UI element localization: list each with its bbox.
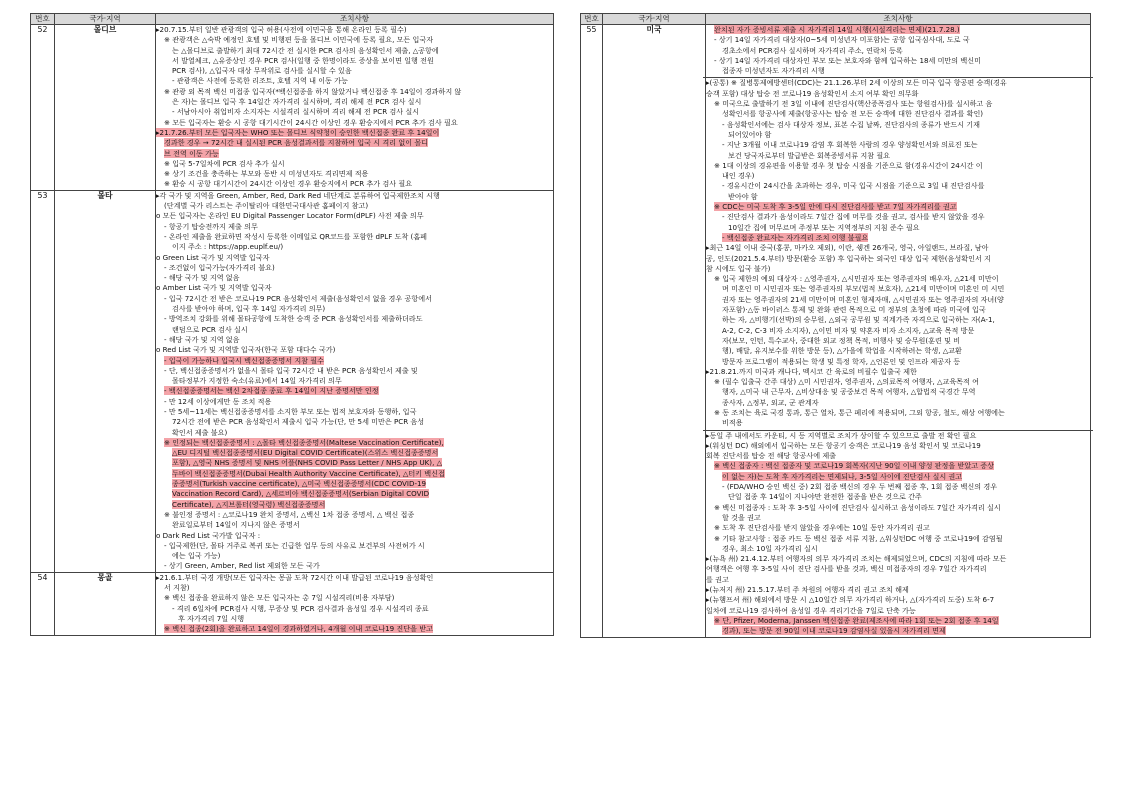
line-text: ▸(뉴저지 州) 21.5.17.부터 주 차원의 여행자 격리 권고 조치 해제: [706, 585, 909, 595]
line-text: 확인서 제출 불요): [172, 427, 228, 437]
header-country: 국가·지역: [55, 14, 156, 25]
header-number: 번호: [31, 14, 55, 25]
measure-line: [706, 326, 1090, 336]
highlighted-text: ※ 백신 접종자 : 백신 접종자 및 코로나19 회복자(지난 90일 이내 양성 판정을 받았고 증상: [714, 461, 995, 471]
line-text: - 방역조치 강화를 위해 몰타공항에 도착한 승객 중 PCR 음성확인서를 제출하더라도: [164, 314, 423, 324]
measure-line: [706, 243, 1090, 253]
measure-line: [156, 561, 553, 571]
measure-line: [706, 274, 1090, 284]
measure-line: [706, 171, 1090, 181]
measure-line: [706, 523, 1090, 533]
line-text: - 온라인 제출을 완료하면 작성시 등록한 이메일로 QR코드를 포함한 dPLF 도착 (홈페: [164, 231, 428, 241]
line-text: 승객 포함) 대상 탑승 전 코로나19 음성확인서 소지 여부 확인 의무화: [706, 88, 919, 98]
line-text: ※ 1대 이상의 경유편을 이용할 경우 첫 탑승 시점을 기준으로 함(경유시간이 24시간 이: [714, 160, 983, 170]
measure-line: [706, 367, 1090, 377]
line-text: - 항공기 탑승전까지 제출 의무: [164, 221, 258, 231]
line-text: - 만 12세 이상에게만 동 조치 적용: [164, 396, 272, 406]
measure-line: [706, 534, 1090, 544]
line-text: ※ 불인정 증명서 : △코로나19 완치 증명서, △백신 1차 접종 증명서, △ 백신 접종: [164, 509, 415, 519]
measure-line: [706, 140, 1090, 150]
line-text: ※ 기타 참고사항 : 접종 카드 등 백신 접종 서류 지참, △워싱턴DC 여행 중 코로나19에 감염될: [714, 533, 1003, 543]
right-measures-table: [580, 13, 1091, 638]
measure-line: [706, 295, 1090, 305]
measure-line: [706, 451, 1090, 461]
measure-line: [156, 76, 553, 86]
line-text: ※ 환승 시 공항 대기시간이 24시간 이상인 경우 환승지에서 PCR 추가 검사 필요: [164, 179, 413, 189]
measure-line: [156, 438, 553, 448]
line-text: 내인 경우): [722, 171, 755, 181]
header-country: 국가·지역: [603, 14, 706, 25]
measure-line: [156, 66, 553, 76]
line-text: 하는 자, △비행기(선박)의 승무원, △외국 공무원 및 직계가족 자격으로 입국하는 자(A-1,: [722, 315, 995, 325]
measure-line: [706, 212, 1090, 222]
line-text: 자포함)·△동 바이러스 통제 및 완화 관련 목적으로 미 정부의 초청에 따라 미국에 입국: [722, 305, 986, 315]
measure-line: [156, 191, 553, 201]
line-text: ※ (필수 입출국 간주 대상) △미 시민권자, 영주권자, △의료목적 여행자, △교육목적 여: [714, 377, 979, 387]
highlighted-text: 이 없는 자)는 도착 후 자가격리는 면제되나, 3-5일 사이에 진단검사 실시 권고: [722, 471, 963, 481]
measure-line: [156, 520, 553, 530]
measure-line: [156, 345, 553, 355]
line-text: ※ 백신 접종을 완료하지 않은 모든 입국자는 총 7일 시설격리(비용 자부담): [164, 593, 395, 603]
line-text: ▸(뉴욕 州) 21.4.12.부터 여행자의 의무 자가격리 조치는 해제되었으며, CDC의 지침에 따라 모든: [706, 554, 1007, 564]
measure-line: [706, 233, 1090, 243]
row-number: 54: [31, 572, 55, 635]
line-text: ※ 관광 외 목적 백신 미접종 입국자(*백신접종을 하지 않았거나 백신접종 후 14일이 경과하지 않: [164, 86, 462, 96]
measure-line: [706, 492, 1090, 502]
country-name: 몽골: [55, 572, 156, 635]
line-text: 은 자)는 몰디브 입국 후 14일간 자가격리 실시하며, 격리 해제 전 PCR 검사 실시: [172, 97, 422, 107]
measure-line: [706, 575, 1090, 585]
line-text: 여행객은 여행 후 3-5일 사이 진단 검사를 받을 것과, 백신 미접종자의 경우 7일간 자가격리: [706, 564, 987, 574]
measure-line: [156, 179, 553, 189]
line-text: 몰타정부가 지정한 숙소(유료)에서 14일 자가격리 의무: [172, 376, 342, 386]
measure-line: [156, 624, 553, 634]
line-text: ▸21.8.21.까지 미국과 캐나다, 멕시코 간 육로의 비필수 입출국 제한: [706, 366, 917, 376]
line-text: - 입국 72시간 전 받은 코로나19 PCR 음성확인서 제출(음성확인서 없을 경우 공항에서: [164, 293, 432, 303]
measure-line: [156, 614, 553, 624]
measure-line: [706, 346, 1090, 356]
line-text: - 진단검사 결과가 음성이라도 7일간 집에 머무를 것을 권고, 검사를 받지 않았을 경우: [722, 212, 985, 222]
measure-line: [156, 107, 553, 117]
measure-line: [706, 595, 1090, 605]
measure-line: [706, 315, 1090, 325]
measure-line: [156, 314, 553, 324]
measure-line: [706, 192, 1090, 202]
measure-line: [706, 387, 1090, 397]
measure-line: [706, 151, 1090, 161]
line-text: ▸(공통) ※ 질병통제예방센터(CDC)는 21.1.26.부터 2세 이상의 모든 미국 입국 항공편 승객(경유: [706, 78, 1007, 88]
line-text: A-2, C-2, C-3 비자 소지자), △이민 비자 및 약혼자 비자 소지자, △교육 목적 방문: [722, 325, 975, 335]
line-text: - 조건없이 입국가능(자가격리 불요): [164, 262, 275, 272]
measure-line: [156, 201, 553, 211]
header-number: 번호: [581, 14, 603, 25]
line-text: 참 시에도 입국 불가): [706, 263, 771, 273]
measure-line: [706, 585, 1090, 595]
measure-line: [706, 305, 1090, 315]
measure-line: [156, 128, 553, 138]
measure-line: [706, 513, 1090, 523]
line-text: 단일 접종 후 14일이 지나야만 완전한 접종을 받은 것으로 간주: [728, 492, 922, 502]
measure-line: [706, 606, 1090, 616]
line-text: - 상기 14일 자가격리 대상자(0~5세 미성년자 미포함)는 공항 입국심사대, 도로 국: [714, 35, 970, 45]
measure-line: [706, 223, 1090, 233]
measure-line: [156, 149, 553, 159]
measure-line: [156, 211, 553, 221]
left-measures-table: [30, 13, 554, 636]
header-measures: 조치사항: [156, 14, 554, 25]
measure-line: [706, 482, 1090, 492]
measure-line: [706, 408, 1090, 418]
measures-cell: [156, 572, 554, 635]
line-text: - 단, 백신접종증명서가 없을시 몰타 입국 72시간 내 받은 PCR 음성확인서 제출 및: [164, 365, 418, 375]
measure-line: [156, 242, 553, 252]
line-text: 접종자 미성년자도 자가격리 시행: [722, 66, 825, 76]
line-text: 후 자가격리 7일 시행: [178, 613, 245, 623]
line-text: 행), 배달, 유지보수를 위한 방문 등), △가을에 학업을 시작하려는 학생, △교환: [722, 346, 962, 356]
line-text: (단계별 국가 리스트는 주이탈리아 대한민국대사관 홈페이지 참고): [164, 201, 369, 211]
country-name: 미국: [603, 25, 706, 638]
line-text: 일차에 코로나19 검사하여 음성일 경우 격리기간을 7일로 단축 가능: [706, 605, 916, 615]
line-text: ※ 입국 5-7일차에 PCR 검사 추가 실시: [164, 158, 285, 168]
line-text: ※ 상기 조건을 충족하는 부모와 동반 시 미성년자도 격리면제 적용: [164, 169, 369, 179]
highlighted-text: 포함), △영국 NHS 증명서 및 NHS 어플(NHS COVID Pass Letter / NHS App UK), △: [172, 458, 443, 468]
measure-line: [156, 376, 553, 386]
highlighted-text: 완치된 자가 증빙서류 제출 시 자가격리 14일 시행(시설격리는 면제)(21.7.28.): [714, 25, 960, 34]
highlighted-text: - 백신접종증명서는 백신 2차접종 종료 후 14일이 지난 증명서만 인정: [164, 386, 379, 396]
line-text: - 상기 14일 자가격리 대상자인 부모 또는 보호자와 함께 입국하는 18세 미만의 백신미: [714, 55, 981, 65]
measure-line: [706, 120, 1090, 130]
measure-line: [706, 616, 1090, 626]
measure-line: [156, 593, 553, 603]
measure-line: [156, 510, 553, 520]
line-text: 행자, △미국 내 근무자, △비상대응 및 공중보건 목적 여행자, △합법적 국경간 무역: [722, 387, 976, 397]
line-text: 서 지참): [164, 583, 190, 593]
highlighted-text: ※ 인정되는 백신접종증명서 : △몰타 백신접종증명서(Maltese Vaccination Certificate),: [164, 437, 444, 447]
measure-line: [706, 564, 1090, 574]
measure-line: [706, 78, 1090, 88]
line-text: ※ 입국 제한의 예외 대상자 : △영주권자, △시민권자 또는 영주권자의 배우자, △21세 미만이: [714, 274, 999, 284]
country-row: [581, 25, 1091, 638]
measure-line: [156, 448, 553, 458]
measure-line: [156, 294, 553, 304]
line-text: - 격리 6일차에 PCR검사 시행, 무증상 및 PCR 검사결과 음성일 경우 시설격리 종료: [172, 603, 429, 613]
highlighted-text: 브 전역 이동 가능: [164, 148, 219, 158]
highlighted-text: ※ CDC는 미국 도착 후 3-5일 안에 다시 진단검사를 받고 7일 자가격리를 권고: [714, 202, 957, 212]
measure-line: [156, 489, 553, 499]
line-text: - 경유시간이 24시간을 초과하는 경우, 미국 입국 시점을 기준으로 3일 내 진단검사를: [722, 181, 985, 191]
highlighted-text: ※ 단, Pfizer, Moderna, Janssen 백신접종 완료(제조사에 따라 1회 또는 2회 접종 후 14일: [714, 615, 999, 625]
line-text: - 해당 국가 및 지역 없음: [164, 334, 240, 344]
measure-line: [156, 273, 553, 283]
country-name: 몰타: [55, 190, 156, 572]
line-text: o Dark Red List 국가발 입국자 :: [156, 530, 261, 540]
measure-line: [156, 386, 553, 396]
measure-line: [706, 544, 1090, 554]
measure-line: [156, 118, 553, 128]
line-text: 받아야 함: [728, 191, 758, 201]
highlighted-text: Certificate), △지브롤터(영국령) 백신접종증명서: [172, 499, 326, 509]
right-header-row: [581, 14, 1091, 25]
line-text: 는 △몰디브로 출발하기 최대 72시간 전 실시한 PCR 검사의 음성확인서 제출, △공항에: [172, 45, 439, 55]
measure-line: [156, 138, 553, 148]
line-text: - 입국제한(단, 몰타 거주로 복귀 또는 긴급한 업무 등의 사유로 보건부의 사전허가 시: [164, 540, 425, 550]
line-text: - 서남아시아 취업비자 소지자는 시설격리 실시하며 격리 해제 전 PCR 검사 실시: [172, 107, 420, 117]
measure-line: [156, 304, 553, 314]
measure-line: [706, 181, 1090, 191]
measure-line: [156, 479, 553, 489]
measure-line: [156, 97, 553, 107]
measure-line: [156, 407, 553, 417]
line-text: 할 것을 권고: [722, 512, 761, 522]
measure-line: [706, 503, 1090, 513]
line-text: o Amber List 국가 및 지역발 입국자: [156, 283, 272, 293]
measure-line: [706, 254, 1090, 264]
line-text: 랜덤으로 PCR 검사 실시: [172, 324, 248, 334]
measure-line: [156, 551, 553, 561]
highlighted-text: 두바이 백신접종증명서(Dubai Health Authority Vaccine Certificate), △터키 백신접: [172, 468, 445, 478]
measure-line: [156, 159, 553, 169]
line-text: 검사를 받아야 하며, 입국 후 14일 자가격리 의무): [172, 304, 326, 314]
left-header-row: [31, 14, 554, 25]
line-text: ※ 관광객은 △숙박 예정인 호텔 및 비행편 등을 몰디브 이민국에 등록 필요, 모든 입국자: [164, 35, 434, 45]
line-text: 며 미혼인 미 시민권자 또는 영주권자의 부모(법적 보호자), △21세 미만이며 미혼인 미 시민: [722, 284, 1005, 294]
measure-line: [156, 397, 553, 407]
measure-line: [706, 25, 1090, 35]
line-text: 이지 주소 : https://app.euplf.eu/): [172, 242, 284, 252]
line-text: 72시간 전에 받은 PCR 음성확인서 제출시 입국 가능(단, 만 5세 미만은 PCR 음성: [172, 417, 425, 427]
measure-line: [156, 35, 553, 45]
highlighted-text: Vaccination Record Card), △세르비아 백신접종증명서(Serbian Digital COVID: [172, 489, 430, 499]
line-text: ▸각 국가 및 지역을 Green, Amber, Red, Dark Red 네단계로 분류하여 입국제한조치 시행: [156, 190, 440, 200]
highlighted-text: - 입국이 가능하나 입국시 백신접종증명서 지참 필수: [164, 355, 324, 365]
measure-line: [706, 130, 1090, 140]
measure-line: [156, 469, 553, 479]
line-text: 비적용: [722, 418, 743, 428]
highlighted-text: ▸21.7.26.부터 모든 입국자는 WHO 또는 몰디브 식약청이 승인한 백신접종 완료 후 14일이: [156, 127, 440, 137]
measure-line: [156, 283, 553, 293]
country-row: [31, 572, 554, 635]
line-text: - 음성확인서에는 검사 대상자 정보, 표본 수집 날짜, 진단검사의 종류가 반드시 기재: [722, 119, 981, 129]
measure-line: [706, 66, 1090, 76]
measure-line: [706, 264, 1090, 274]
line-text: o 모든 입국자는 온라인 EU Digital Passenger Locator Form(dPLF) 사전 제출 의무: [156, 211, 424, 221]
line-text: ※ 동 조치는 육로 국경 통과, 통근 열차, 통근 페리에 적용되며, 그외 항공, 철도, 해상 여행에는: [714, 407, 1005, 417]
measure-line: [156, 25, 553, 35]
line-text: - 만 5세~11세는 백신접종증명서를 소지한 부모 또는 법적 보호자와 동행하, 입국: [164, 406, 417, 416]
highlighted-text: 경과), 또는 방문 전 90일 이내 코로나19 감염사실 있을시 자가격리 면제: [722, 626, 946, 636]
line-text: 10일간 집에 머무르며 주정부 또는 지역정부의 지침 준수 필요: [728, 222, 920, 232]
line-text: ※ 미국으로 출발하기 전 3일 이내에 진단검사(핵산증폭검사 또는 항원검사)를 실시하고 음: [714, 99, 993, 109]
measure-line: [156, 169, 553, 179]
measures-cell: [156, 25, 554, 191]
line-text: 경우, 최소 10일 자가격리 실시: [722, 543, 818, 553]
line-text: 되어있어야 함: [728, 129, 772, 139]
country-name: 몰디브: [55, 25, 156, 191]
measure-line: [706, 431, 1090, 441]
measure-line: [156, 500, 553, 510]
measure-line: [706, 56, 1090, 66]
line-text: 자(보모, 인턴, 특수교사, 중대한 외교 정책 목적, 비행사 및 승무원(훈련 및 비: [722, 335, 961, 345]
line-text: ※ 모든 입국자는 환승 시 공항 대기시간이 24시간 이상인 경우 환승지에서 PCR 추가 검사 필요: [164, 117, 458, 127]
line-text: PCR 검사), △입국자 대상 무작위로 검사를 실시할 수 있음: [172, 66, 352, 76]
measure-line: [156, 428, 553, 438]
line-text: 서 발열체크, △유증상인 경우 PCR 검사(일행 중 한명이라도 증상을 보이면 일행 전원: [172, 55, 434, 65]
measure-line: [156, 417, 553, 427]
line-text: ▸최근 14일 이내 중국(홍콩, 마카오 제외), 이란, 쉥겐 26개국, 영국, 아일랜드, 브라질, 남아: [706, 243, 989, 253]
line-text: 권자 또는 영주권자의 21세 미만이며 미혼인 형제자매, △시민권자 또는 영주권자의 자녀(양: [722, 294, 1004, 304]
highlighted-text: 경과한 경우 → 72시간 내 실시된 PCR 음성결과서를 지참하여 입국 시 격리 없이 몰디: [164, 138, 429, 148]
measure-line: [706, 89, 1090, 99]
row-number: 52: [31, 25, 55, 191]
line-text: 종사자, △정부, 외교, 군 관계자: [722, 397, 819, 407]
measure-line: [706, 554, 1090, 564]
measure-line: [706, 99, 1090, 109]
measure-line: [156, 46, 553, 56]
measures-cell: [156, 190, 554, 572]
measure-line: [156, 335, 553, 345]
highlighted-text: 종증명서(Turkish vaccine certificate), △미국 백신접종증명서(CDC COVID-19: [172, 479, 427, 489]
country-row: [31, 25, 554, 191]
measure-line: [156, 583, 553, 593]
measure-line: [156, 366, 553, 376]
measure-line: [156, 232, 553, 242]
line-text: ▸동일 주 내에서도 카운티, 시 등 지역별로 조치가 상이할 수 있으므로 출발 전 확인 필요: [706, 430, 977, 440]
measure-line: [156, 541, 553, 551]
measure-line: [706, 472, 1090, 482]
line-text: 공, 인도(2021.5.4.부터) 방문(환승 포함) 후 입국하는 외국인 대상 입국 제한(음성확인서 지: [706, 253, 991, 263]
measure-line: [156, 222, 553, 232]
measure-line: [706, 46, 1090, 56]
line-text: 를 권고: [706, 574, 729, 584]
measure-line: [706, 202, 1090, 212]
measure-line: [156, 356, 553, 366]
measure-line: [156, 531, 553, 541]
line-text: o Red List 국가 및 지역발 입국자(한국 포함 대다수 국가): [156, 345, 336, 355]
line-text: 완료일로부터 14일이 지나지 않은 증명서: [172, 520, 300, 530]
header-measures: 조치사항: [706, 14, 1091, 25]
measure-line: [706, 626, 1090, 636]
line-text: 경초소에서 PCR검사 실시하며 자가격리 주소, 연락처 등록: [722, 45, 903, 55]
measure-line: [706, 35, 1090, 45]
measure-line: [706, 284, 1090, 294]
measure-line: [156, 325, 553, 335]
highlighted-text: - 백신접종 완료자는 자가격리 조치 이행 불필요: [722, 232, 869, 242]
measure-line: [706, 441, 1090, 451]
measure-line: [156, 253, 553, 263]
measure-line: [706, 336, 1090, 346]
measure-line: [156, 573, 553, 583]
line-text: 회복 진단서를 탑승 전 해당 항공사에 제출: [706, 451, 837, 461]
measure-line: [706, 398, 1090, 408]
highlighted-text: △EU 디지털 백신접종증명서(EU Digital COVID Certificate)(스위스 백신접종증명서: [172, 448, 439, 458]
measure-line: [706, 161, 1090, 171]
measure-line: [706, 357, 1090, 367]
row-number: 53: [31, 190, 55, 572]
measure-line: [156, 87, 553, 97]
measure-line: [706, 377, 1090, 387]
line-text: ▸(뉴햄프셔 州) 해외에서 방문 시 △10일간 의무 자가격리 하거나, △(자가격리 도중) 도착 6-7: [706, 595, 995, 605]
measure-line: [706, 461, 1090, 471]
line-text: ※ 도착 후 진단검사를 받지 않았을 경우에는 10일 동안 자가격리 권고: [714, 523, 930, 533]
row-number: 55: [581, 25, 603, 638]
measure-line: [706, 109, 1090, 119]
measure-line: [156, 56, 553, 66]
line-text: - 해당 국가 및 지역 없음: [164, 273, 240, 283]
line-text: ▸21.6.1.부터 국경 개방(모든 입국자는 몽골 도착 72시간 이내 발급된 코로나19 음성확인: [156, 572, 434, 582]
line-text: 에는 입국 가능): [172, 551, 221, 561]
measure-line: [156, 263, 553, 273]
measure-line: [156, 604, 553, 614]
line-text: o Green List 국가 및 지역발 입국자: [156, 252, 270, 262]
line-text: - 상기 Green, Amber, Red list 제외한 모든 국가: [164, 561, 320, 571]
highlighted-text: ※ 백신 접종(2회)을 완료하고 14일이 경과하였거나, 4개월 이내 코로나19 진단을 받고: [164, 624, 433, 634]
line-text: - 관광객은 사전에 등록한 리조트, 호텔 지역 내 이동 가능: [172, 76, 348, 86]
line-text: ▸20.7.15.부터 일반 관광객의 입국 허용(사전에 이민국을 통해 온라인 등록 필수): [156, 25, 407, 34]
line-text: ※ 백신 미접종자 : 도착 후 3-5일 사이에 진단검사 실시하고 음성이라도 7일간 자가격리 실시: [714, 502, 1001, 512]
line-text: - 지난 3개월 이내 코로나19 감염 후 회복한 사람의 경우 양성확인서와 의료진 또는: [722, 140, 978, 150]
measure-line: [706, 418, 1090, 428]
measure-line: [156, 458, 553, 468]
line-text: 성확인서를 항공사에 제출(항공사는 탑승 전 모든 승객에 대한 진단검사 결과를 확인): [722, 109, 984, 119]
measures-cell: [706, 25, 1091, 638]
line-text: ▸(워싱턴 DC) 해외에서 입국하는 모든 항공기 승객은 코로나19 음성 확인서 및 코로나19: [706, 440, 981, 450]
line-text: 방문자 프로그램이 적용되는 학생 및 특정 학자, △언론인 및 인프라 제공자 등: [722, 356, 961, 366]
line-text: 보건 당국자로부터 발급받은 회복증빙서류 지참 필요: [728, 150, 891, 160]
country-row: [31, 190, 554, 572]
line-text: - (FDA/WHO 승인 백신 중) 2회 접종 백신의 경우 두 번째 접종 후, 1회 접종 백신의 경우: [722, 482, 998, 492]
